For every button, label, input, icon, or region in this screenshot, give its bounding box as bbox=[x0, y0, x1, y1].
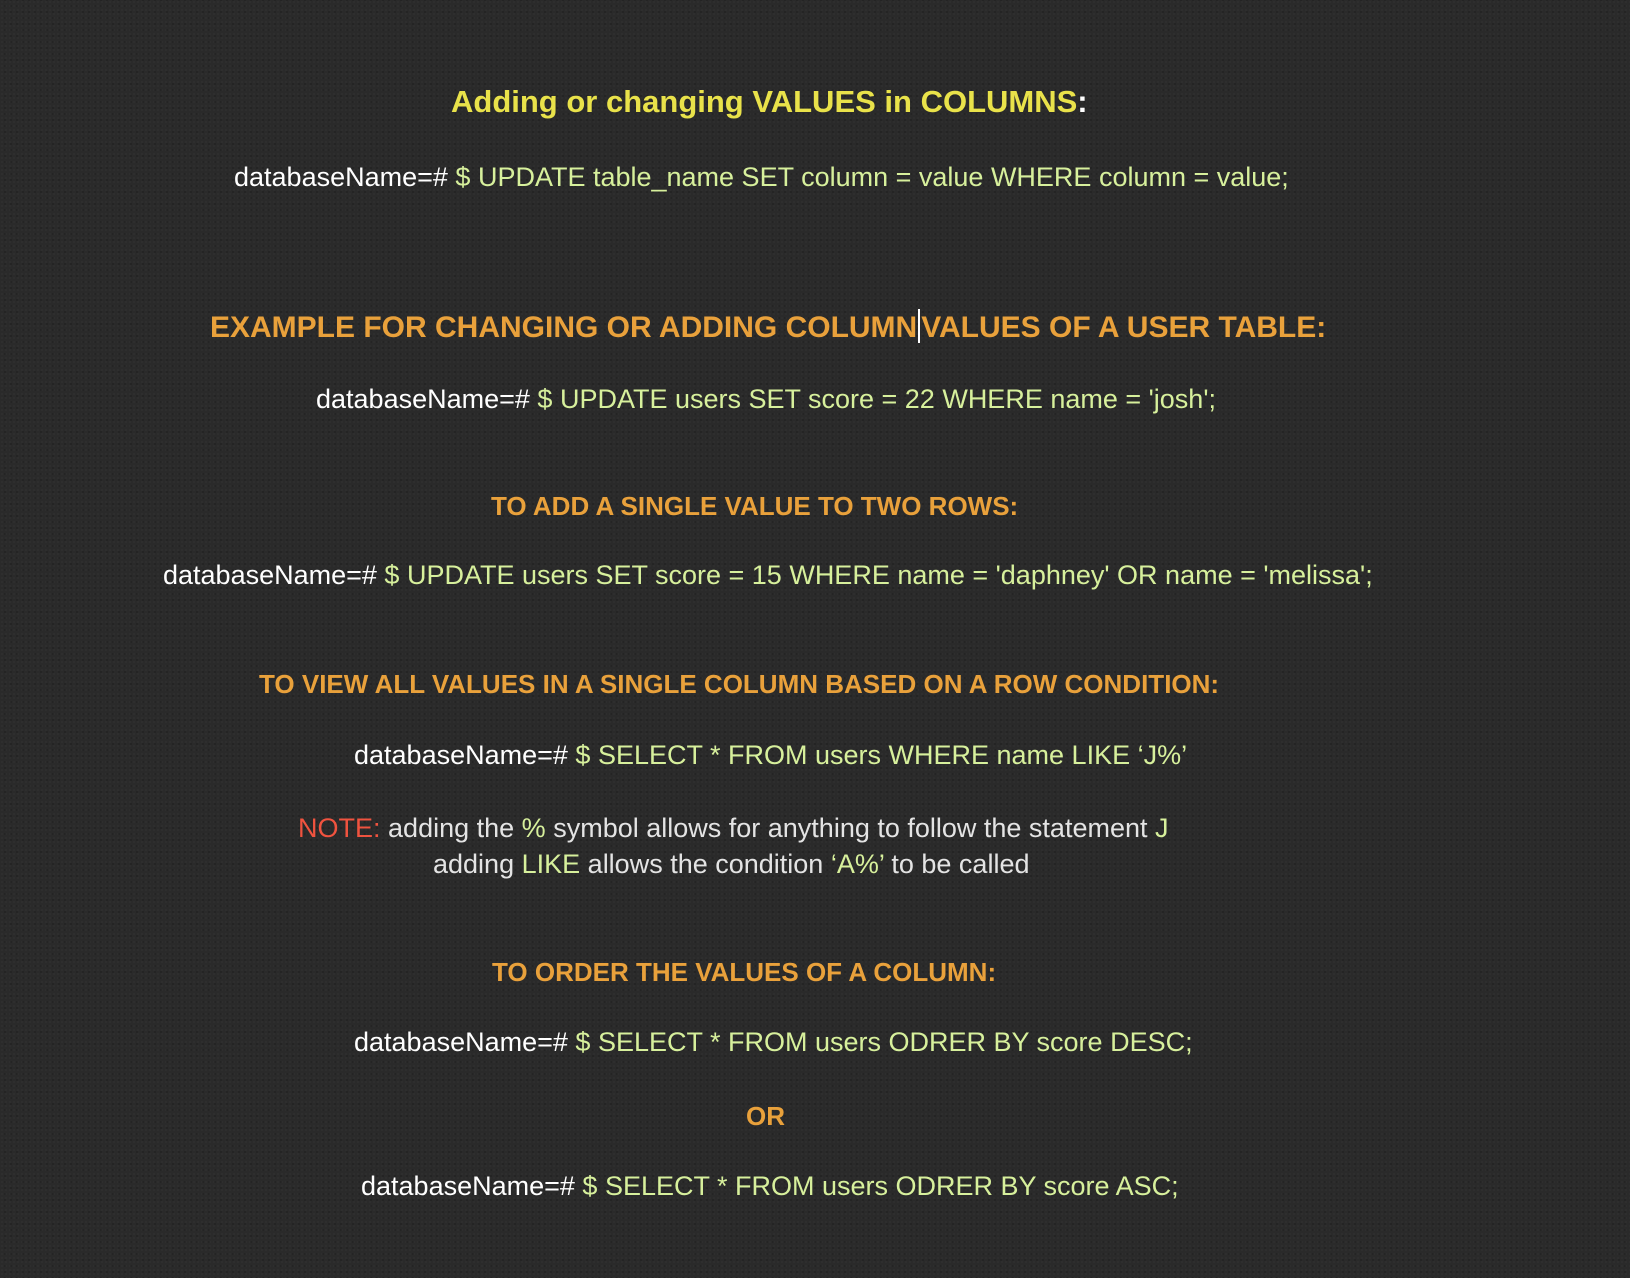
sql-statement: $ UPDATE users SET score = 15 WHERE name = 'daphney' OR name = 'melissa'; bbox=[384, 560, 1373, 590]
command-prompt: databaseName=# bbox=[163, 560, 377, 590]
example-heading bbox=[210, 309, 1326, 343]
condition-value: ‘A%’ bbox=[830, 849, 884, 879]
command-prompt: databaseName=# bbox=[354, 740, 568, 770]
view-heading: TO VIEW ALL VALUES IN A SINGLE COLUMN BASED ON A ROW CONDITION: bbox=[259, 669, 1220, 699]
note-line-2 bbox=[433, 851, 1029, 878]
text-cursor bbox=[918, 309, 920, 343]
note-line-1 bbox=[298, 815, 1169, 842]
order-heading: TO ORDER THE VALUES OF A COLUMN: bbox=[492, 957, 997, 987]
two-rows-command-line bbox=[163, 562, 1373, 589]
or-label: OR bbox=[746, 1101, 785, 1131]
update-command-line bbox=[234, 164, 1289, 191]
command-prompt: databaseName=# bbox=[234, 162, 448, 192]
note-text: allows the condition bbox=[587, 849, 824, 879]
sql-statement: $ SELECT * FROM users ODRER BY score DESC; bbox=[575, 1027, 1193, 1057]
note-text: symbol allows for anything to follow the statement bbox=[553, 813, 1148, 843]
example-command-line bbox=[316, 386, 1216, 413]
order-asc-command-line bbox=[361, 1173, 1179, 1200]
statement-letter: J bbox=[1155, 813, 1169, 843]
command-prompt: databaseName=# bbox=[361, 1171, 575, 1201]
example-heading-part1: EXAMPLE FOR CHANGING OR ADDING COLUMN bbox=[210, 311, 918, 344]
note-label: NOTE: bbox=[298, 813, 381, 843]
sql-statement: $ UPDATE users SET score = 22 WHERE name = 'josh'; bbox=[537, 384, 1216, 414]
sql-statement: $ SELECT * FROM users ODRER BY score ASC; bbox=[582, 1171, 1179, 1201]
sql-statement: $ UPDATE table_name SET column = value WHERE column = value; bbox=[455, 162, 1289, 192]
command-prompt: databaseName=# bbox=[354, 1027, 568, 1057]
view-command-line bbox=[354, 742, 1187, 769]
two-rows-heading: TO ADD A SINGLE VALUE TO TWO ROWS: bbox=[491, 491, 1019, 521]
like-keyword: LIKE bbox=[521, 849, 581, 879]
title-colon: : bbox=[1077, 84, 1088, 119]
section-update-title bbox=[451, 86, 1088, 117]
example-heading-part2: VALUES OF A USER TABLE: bbox=[921, 311, 1327, 344]
note-text: adding bbox=[433, 849, 515, 879]
command-prompt: databaseName=# bbox=[316, 384, 530, 414]
order-desc-command-line bbox=[354, 1029, 1193, 1056]
note-text: to be called bbox=[891, 849, 1030, 879]
title-text: Adding or changing VALUES in COLUMNS bbox=[451, 84, 1078, 119]
note-text: adding the bbox=[388, 813, 515, 843]
percent-symbol: % bbox=[521, 813, 546, 843]
sql-statement: $ SELECT * FROM users WHERE name LIKE ‘J%’ bbox=[575, 740, 1188, 770]
